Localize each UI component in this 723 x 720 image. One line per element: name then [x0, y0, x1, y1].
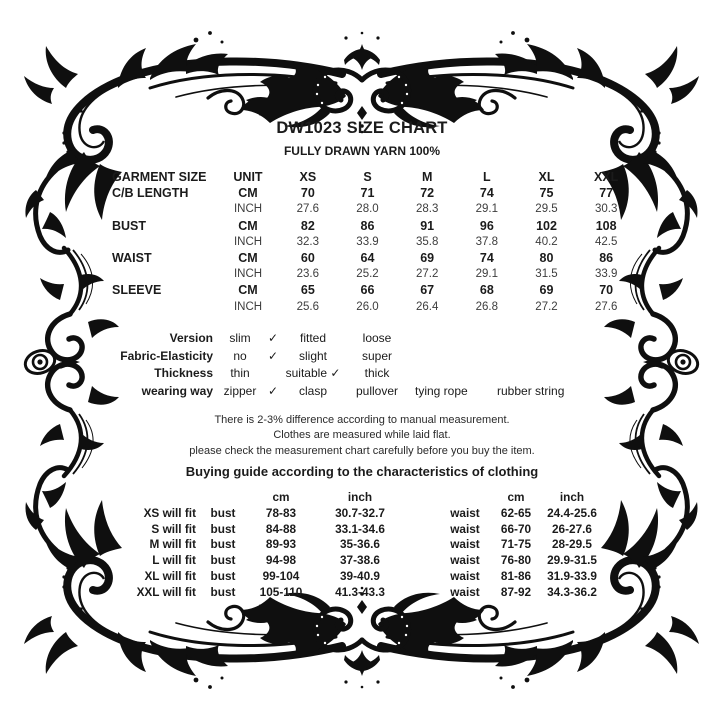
value-cell: 23.6 — [296, 268, 320, 281]
bust-cm-range: 84-88 — [265, 521, 297, 536]
value-cell: 40.2 — [535, 235, 558, 248]
option-cell: super — [361, 348, 393, 363]
waist-cm-range: 87-92 — [500, 584, 532, 599]
size-row — [88, 282, 636, 298]
value-cell: 74 — [479, 186, 494, 201]
fit-size-label: XL will fit — [144, 569, 196, 584]
unit-cell: INCH — [233, 268, 263, 281]
bust-inch-range: 30.7-32.7 — [335, 505, 385, 520]
buying-guide-heading: Buying guide according to the characteristics of clothing — [185, 464, 539, 480]
unit-header: UNIT — [233, 170, 263, 185]
bust-inch-range: 41.3-43.3 — [335, 584, 385, 599]
value-cell: 26.0 — [356, 300, 379, 313]
value-cell: 66 — [360, 283, 375, 298]
value-cell: 26.8 — [475, 300, 499, 313]
unit-cell: INCH — [233, 235, 263, 248]
option-cell: zipper — [223, 383, 257, 398]
bust-inch-range: 39-40.9 — [339, 569, 380, 584]
bust-label: bust — [210, 505, 236, 520]
bust-label: bust — [210, 569, 236, 584]
note-line: Clothes are measured while laid flat. — [273, 429, 451, 442]
value-cell: 70 — [599, 283, 614, 298]
value-cell: 60 — [300, 251, 315, 266]
bust-inch-range: 33.1-34.6 — [335, 521, 385, 536]
option-cell: fitted — [299, 331, 326, 346]
bust-label: bust — [210, 537, 236, 552]
fit-row — [88, 521, 636, 537]
garment-size-header: GARMENT SIZE — [112, 170, 207, 185]
value-cell: 86 — [599, 251, 614, 266]
value-cell: 29.5 — [535, 203, 558, 216]
size-column-header: M — [421, 170, 433, 185]
value-cell: 42.5 — [594, 235, 618, 248]
waist-inch-range: 31.9-33.9 — [547, 569, 597, 584]
medallion-bottom — [240, 584, 484, 689]
note-line: please check the measurement chart carefully before you buy the item. — [189, 444, 535, 457]
value-cell: 26.4 — [415, 300, 439, 313]
value-cell: 35.8 — [415, 235, 439, 248]
value-cell: 31.5 — [535, 268, 558, 281]
waist-label: waist — [450, 537, 480, 552]
checkmark: ✓ — [267, 383, 279, 398]
unit-cell: INCH — [233, 203, 263, 216]
bust-label: bust — [210, 584, 236, 599]
value-cell: 102 — [536, 218, 557, 233]
unit-cell: INCH — [233, 300, 263, 313]
waist-label: waist — [450, 569, 480, 584]
value-cell: 25.2 — [356, 268, 379, 281]
value-cell: 29.1 — [475, 203, 499, 216]
bust-label: bust — [210, 553, 236, 568]
fit-header-row — [88, 489, 636, 505]
bust-label: bust — [210, 521, 236, 536]
unit-column-header: cm — [272, 490, 290, 505]
waist-cm-range: 71-75 — [500, 537, 532, 552]
size-column-header: XS — [299, 170, 317, 185]
value-cell: 30.3 — [594, 203, 618, 216]
waist-inch-range: 29.9-31.5 — [547, 553, 597, 568]
value-cell: 33.9 — [356, 235, 379, 248]
value-cell: 64 — [360, 251, 375, 266]
value-cell: 70 — [300, 186, 315, 201]
note-line: There is 2-3% difference according to manual measurement. — [214, 413, 510, 426]
size-row — [88, 250, 636, 266]
value-cell: 86 — [360, 218, 375, 233]
size-table — [88, 169, 636, 315]
bust-cm-range: 99-104 — [262, 569, 300, 584]
waist-label: waist — [450, 505, 480, 520]
unit-column-header: inch — [347, 490, 373, 505]
fit-row — [88, 584, 636, 600]
value-cell: 29.1 — [475, 268, 499, 281]
option-cell: loose — [362, 331, 392, 346]
value-cell: 37.8 — [475, 235, 499, 248]
characteristic-label: Fabric-Elasticity — [120, 348, 213, 363]
waist-cm-range: 76-80 — [500, 553, 532, 568]
value-cell: 27.2 — [535, 300, 558, 313]
value-cell: 69 — [420, 251, 435, 266]
characteristic-label: wearing way — [141, 383, 213, 398]
waist-cm-range: 66-70 — [500, 521, 532, 536]
size-row — [88, 299, 636, 315]
bust-cm-range: 78-83 — [265, 505, 297, 520]
value-cell: 75 — [539, 186, 554, 201]
value-cell: 77 — [599, 186, 614, 201]
measurement-label: BUST — [112, 218, 147, 233]
fit-row — [88, 537, 636, 553]
unit-column-header: inch — [559, 490, 585, 505]
value-cell: 28.3 — [415, 203, 439, 216]
fit-size-label: XS will fit — [143, 505, 196, 520]
characteristic-label: Thickness — [154, 366, 213, 381]
value-cell: 68 — [479, 283, 494, 298]
fit-size-label: S will fit — [151, 521, 196, 536]
characteristic-row — [88, 330, 636, 348]
chart-content — [88, 118, 636, 600]
bust-cm-range: 94-98 — [265, 553, 297, 568]
option-cell: no — [233, 348, 247, 363]
fit-guide-table — [88, 489, 636, 600]
value-cell: 82 — [300, 218, 315, 233]
unit-cell: CM — [238, 186, 258, 201]
size-table-header-row — [88, 169, 636, 185]
measurement-label: WAIST — [112, 251, 152, 266]
option-cell: rubber string — [497, 383, 565, 398]
value-cell: 96 — [479, 218, 494, 233]
characteristic-row — [88, 347, 636, 365]
value-cell: 25.6 — [296, 300, 320, 313]
value-cell: 108 — [595, 218, 617, 233]
waist-cm-range: 81-86 — [500, 569, 532, 584]
value-cell: 72 — [420, 186, 435, 201]
waist-inch-range: 24.4-25.6 — [547, 505, 597, 520]
value-cell: 32.3 — [296, 235, 320, 248]
value-cell: 67 — [420, 283, 435, 298]
size-column-header: XXL — [594, 170, 619, 185]
characteristic-label: Version — [169, 331, 213, 346]
option-cell: pullover — [355, 383, 399, 398]
waist-inch-range: 26-27.6 — [551, 521, 592, 536]
fit-size-label: M will fit — [149, 537, 196, 552]
option-cell: thick — [364, 366, 390, 381]
waist-label: waist — [450, 521, 480, 536]
option-cell: suitable ✓ — [285, 366, 341, 381]
bust-inch-range: 37-38.6 — [339, 553, 380, 568]
option-cell: clasp — [298, 383, 327, 398]
value-cell: 27.6 — [594, 300, 618, 313]
size-row — [88, 185, 636, 201]
unit-cell: CM — [238, 251, 258, 266]
measurement-notes — [88, 413, 636, 460]
size-column-header: XL — [538, 170, 555, 185]
measurement-label: C/B LENGTH — [112, 186, 189, 201]
page-subtitle: FULLY DRAWN YARN 100% — [283, 144, 441, 158]
fit-row — [88, 568, 636, 584]
value-cell: 74 — [479, 251, 494, 266]
option-cell: slight — [298, 348, 327, 363]
size-row — [88, 201, 636, 217]
checkmark: ✓ — [267, 331, 279, 346]
value-cell: 28.0 — [356, 203, 379, 216]
option-cell: slim — [229, 331, 251, 346]
waist-inch-range: 28-29.5 — [551, 537, 592, 552]
unit-column-header: cm — [507, 490, 525, 505]
waist-label: waist — [450, 553, 480, 568]
option-cell: tying rope — [415, 383, 468, 398]
characteristics-block — [88, 330, 636, 400]
size-row — [88, 218, 636, 234]
value-cell: 33.9 — [594, 268, 618, 281]
characteristic-row — [88, 382, 636, 400]
unit-cell: CM — [238, 218, 258, 233]
measurement-label: SLEEVE — [112, 283, 162, 298]
value-cell: 69 — [539, 283, 554, 298]
waist-inch-range: 34.3-36.2 — [547, 584, 597, 599]
checkmark: ✓ — [267, 348, 279, 363]
page-title: DW1023 SIZE CHART — [276, 119, 448, 137]
waist-label: waist — [450, 584, 480, 599]
fit-row — [88, 552, 636, 568]
bust-inch-range: 35-36.6 — [339, 537, 380, 552]
value-cell: 91 — [420, 218, 435, 233]
value-cell: 65 — [300, 283, 315, 298]
fit-row — [88, 505, 636, 521]
value-cell: 80 — [539, 251, 554, 266]
size-column-header: S — [363, 170, 372, 185]
size-row — [88, 266, 636, 282]
bust-cm-range: 105-110 — [259, 584, 303, 599]
option-cell: thin — [230, 366, 250, 381]
characteristic-row — [88, 365, 636, 383]
fit-size-label: XXL will fit — [136, 584, 196, 599]
waist-cm-range: 62-65 — [500, 505, 532, 520]
unit-cell: CM — [238, 283, 258, 298]
value-cell: 71 — [360, 186, 375, 201]
bust-cm-range: 89-93 — [265, 537, 297, 552]
value-cell: 27.6 — [296, 203, 320, 216]
fit-size-label: L will fit — [152, 553, 196, 568]
size-row — [88, 234, 636, 250]
value-cell: 27.2 — [415, 268, 439, 281]
size-column-header: L — [483, 170, 491, 185]
